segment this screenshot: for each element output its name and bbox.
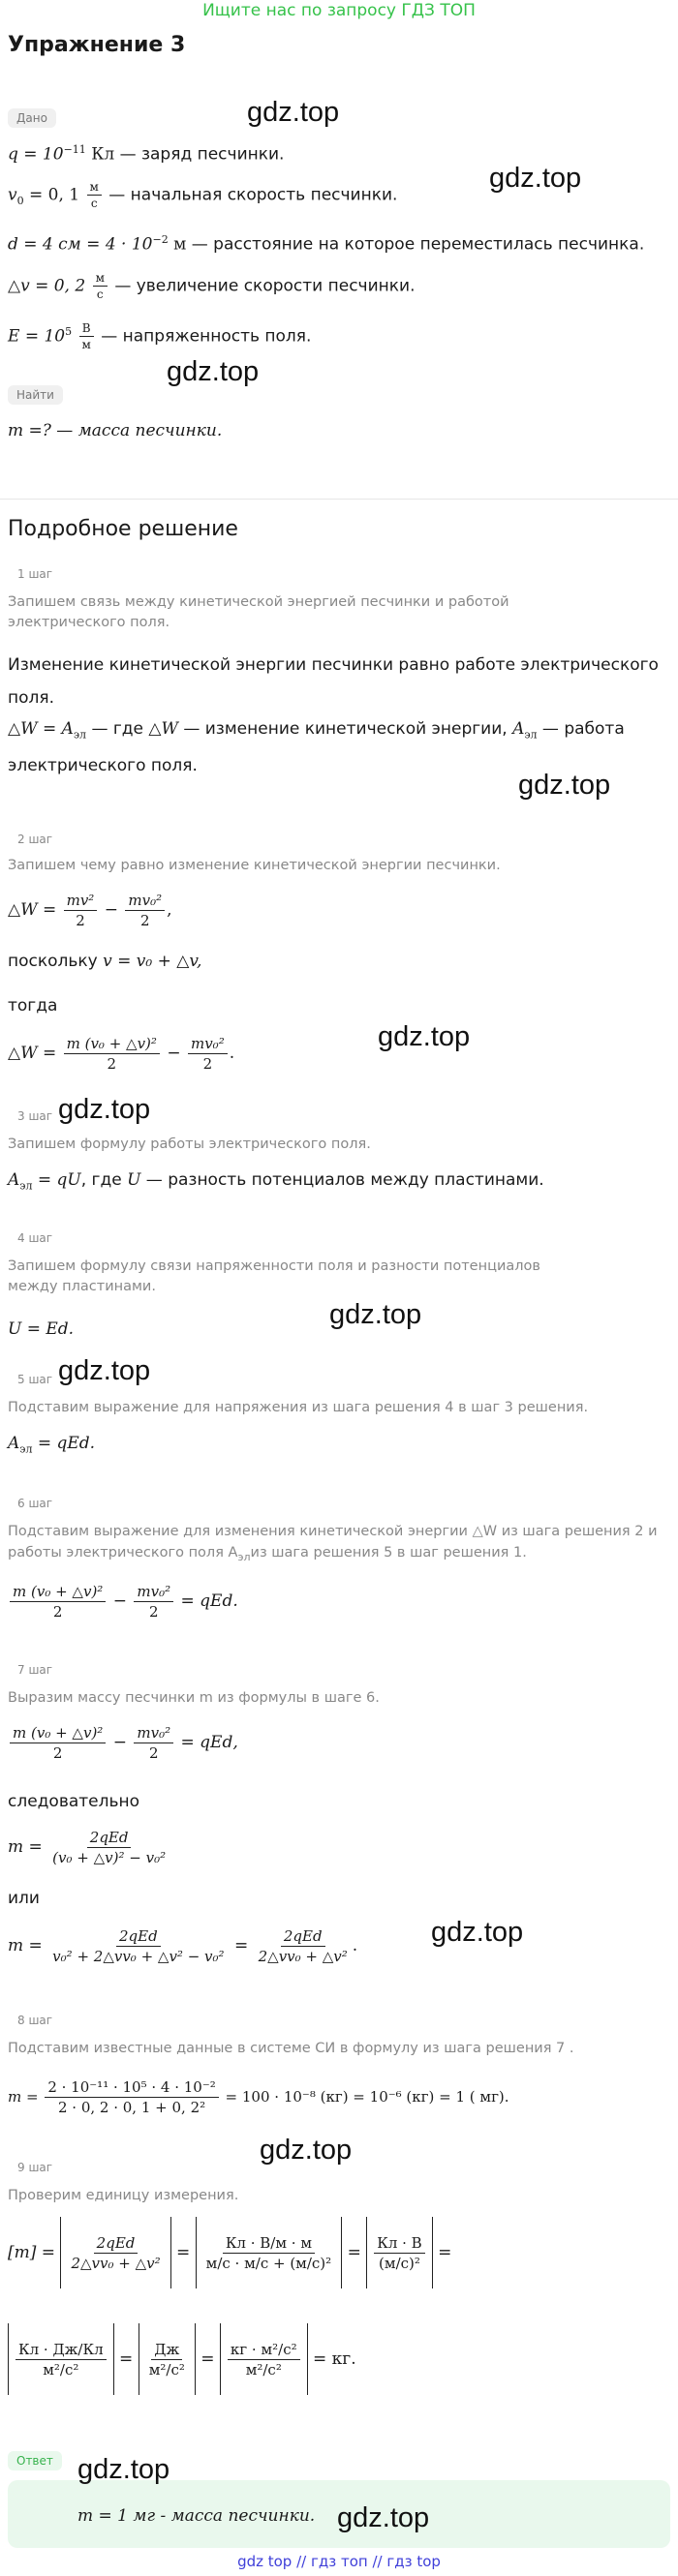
- step-1-desc: Запишем связь между кинетической энергией песчинки и работой электрического поля.: [8, 594, 509, 630]
- watermark: gdz.top: [518, 770, 611, 801]
- step-7-eq: $\frac{\text{m (v₀ + △v)²}}{2}$ − $\frac{\text{mv₀²}}{2}$ = qEd,: [8, 1715, 238, 1770]
- given-label: Дано: [8, 108, 56, 128]
- step-7-or: или: [8, 1889, 40, 1908]
- step-5-label: 5 шаг: [17, 1373, 53, 1386]
- given-dv: △v = 0, 2 $\frac{м}{с}$ — увеличение скорости песчинки.: [8, 271, 416, 301]
- step-2-then: тогда: [8, 996, 58, 1015]
- step-3-eq: $A_{эл}$ = qU, где U — разность потенциалов между пластинами.: [8, 1170, 544, 1193]
- page-title: Упражнение 3: [8, 33, 186, 57]
- step-2-eq1: △W = $\frac{\text{mv²}}{2}$ − $\frac{\text{mv₀²}}{2}$ ,: [8, 891, 172, 929]
- step-5-desc: Подставим выражение для напряжения из шага решения 4 в шаг 3 решения.: [8, 1400, 589, 1415]
- find-text: m =? — масса песчинки.: [8, 421, 223, 440]
- step-8-desc: Подставим известные данные в системе СИ в формулу из шага решения 7 .: [8, 2041, 574, 2056]
- step-9-desc: Проверим единицу измерения.: [8, 2188, 239, 2203]
- step-9-eq-2: $\frac{Кл \cdot Дж/Кл}{\text{м²/с²}}$ = $\frac{Дж}{\text{м²/с²}}$ = $\frac{\text{кг · м²/с²}}{\text{м²/с²}}$ = кг.: [8, 2323, 356, 2395]
- watermark: gdz.top: [337, 2502, 430, 2533]
- step-4-desc: Запишем формулу связи напряженности поля и разности потенциалов между пластинами.: [8, 1258, 540, 1294]
- step-7-m2: m = $\frac{\text{2qEd}}{\text{v₀² + 2△vv₀ + △v² − v₀²}}$ = $\frac{\text{2qEd}}{\text{2△vv₀ + △v²}}$ .: [8, 1926, 358, 1965]
- watermark: gdz.top: [431, 1917, 524, 1948]
- answer-label: Ответ: [8, 2451, 62, 2470]
- step-4-label: 4 шаг: [17, 1231, 53, 1245]
- step-1-label: 1 шаг: [17, 567, 53, 581]
- watermark: gdz.top: [77, 2454, 170, 2485]
- section-divider: [0, 499, 678, 500]
- given-q: $q = 10^{-11}$ Кл — заряд песчинки.: [8, 143, 285, 165]
- step-9-label: 9 шаг: [17, 2161, 53, 2174]
- step-2-desc: Запишем чему равно изменение кинетической энергии песчинки.: [8, 858, 501, 873]
- step-2-eq2: △W = $\frac{\text{m (v₀ + △v)²}}{2}$ − $\frac{\text{mv₀²}}{2}$ .: [8, 1034, 235, 1073]
- watermark: gdz.top: [260, 2135, 353, 2166]
- step-3-label: 3 шаг: [17, 1109, 53, 1123]
- step-7-m: m = $\frac{\text{2qEd}}{\text{(v₀ + △v)² − v₀²}}$: [8, 1828, 167, 1866]
- step-6-desc-2: работы электрического поля $A_{эл}из$ шага решения 5 в шаг решения 1.: [8, 1545, 527, 1563]
- watermark: gdz.top: [378, 1021, 471, 1052]
- step-4-eq: U = Ed.: [8, 1319, 75, 1339]
- step-9-eq-1: [m] = $\frac{\text{2qEd}}{\text{2△vv₀ + △v²}}$ = $\frac{Кл \cdot В/м \cdot м}{\text{м/с · м/с + (м/с)²}}$ = $\frac{Кл \cdot В}{\text{(м/с)²}}$ =: [8, 2217, 451, 2288]
- watermark: gdz.top: [167, 356, 260, 387]
- watermark: gdz.top: [489, 163, 582, 194]
- watermark: gdz.top: [58, 1094, 151, 1125]
- step-6-eq: $\frac{\text{m (v₀ + △v)²}}{2}$ − $\frac{\text{mv₀²}}{2}$ = qEd.: [8, 1574, 238, 1628]
- step-5-eq: $A_{эл}$ = qEd.: [8, 1434, 96, 1456]
- solution-title: Подробное решение: [8, 517, 238, 541]
- step-8-label: 8 шаг: [17, 2014, 53, 2027]
- watermark: gdz.top: [329, 1299, 422, 1330]
- given-v0: $v_0 = 0$, 1 $\frac{м}{с}$ — начальная скорость песчинки.: [8, 180, 398, 210]
- step-7-desc: Выразим массу песчинки m из формулы в шаге 6.: [8, 1690, 380, 1706]
- step-6-desc-1: Подставим выражение для изменения кинетической энергии △W из шага решения 2 и: [8, 1524, 658, 1539]
- footer-links[interactable]: gdz top // гдз топ // гдз top: [237, 2553, 441, 2570]
- given-d: d = 4 см = $4 \cdot 10^{-2}$ м — расстояние на которое переместилась песчинка.: [8, 233, 645, 255]
- given-E: $E = 10^5$ $\frac{В}{м}$ — напряженность поля.: [8, 321, 312, 352]
- watermark: gdz.top: [58, 1355, 151, 1386]
- step-1-text: Изменение кинетической энергии песчинки равно работе электрического поля.: [8, 655, 659, 708]
- step-7-label: 7 шаг: [17, 1663, 53, 1677]
- step-1-formula-cont: электрического поля.: [8, 756, 198, 775]
- step-2-since: поскольку v = v₀ + △v,: [8, 952, 202, 971]
- step-8-eq: m = $\frac{\text{2 · 10⁻¹¹ · 10⁵ · 4 · 10⁻²}}{\text{2 · 0, 2 · 0, 1 + 0, 2²}}$ = 100 · 10⁻⁸ (кг) = 10⁻⁶ (кг) = 1 ( мг).: [8, 2078, 509, 2116]
- step-6-label: 6 шаг: [17, 1497, 53, 1510]
- step-3-desc: Запишем формулу работы электрического поля.: [8, 1136, 371, 1152]
- answer-text: m = 1 мг - масса песчинки.: [77, 2506, 316, 2526]
- step-7-consequently: следовательно: [8, 1792, 140, 1811]
- step-2-label: 2 шаг: [17, 833, 53, 846]
- search-banner[interactable]: Ищите нас по запросу ГДЗ ТОП: [202, 1, 476, 20]
- find-label: Найти: [8, 385, 63, 405]
- step-1-formula: △W = $A_{эл}$ — где △W — изменение кинетической энергии, $A_{эл}$ — работа: [8, 719, 625, 742]
- watermark: gdz.top: [247, 97, 340, 128]
